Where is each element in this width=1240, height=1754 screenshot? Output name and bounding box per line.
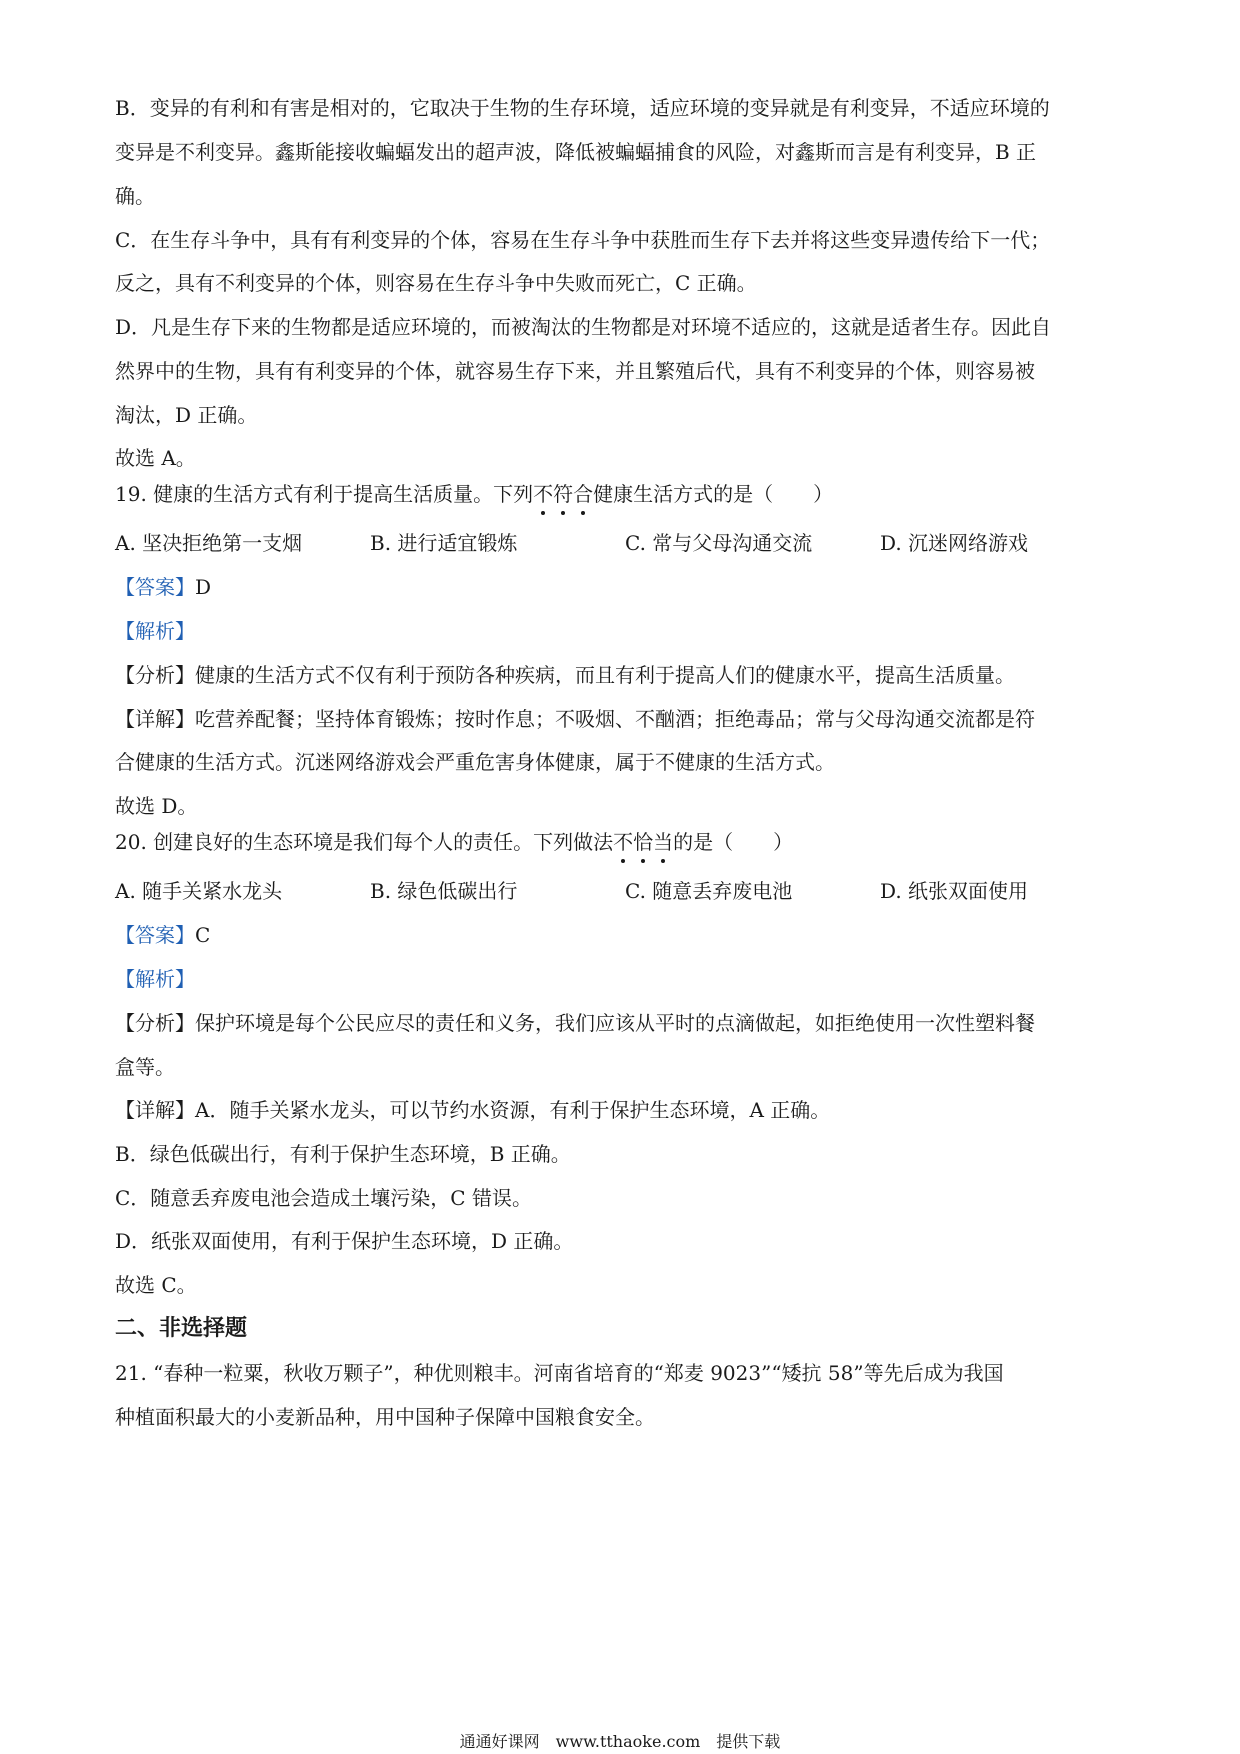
q20-analysis-tag: 【解析】 (115, 967, 195, 991)
answer-value: D (195, 575, 212, 599)
q19-option-a: A. 坚决拒绝第一支烟 (115, 531, 303, 555)
q18-explanation-line: D．凡是生存下来的生物都是适应环境的，而被淘汰的生物都是对环境不适应的，这就是适者生存。因此自 (115, 315, 1052, 339)
xiangjie-text: A．随手关紧水龙头，可以节约水资源，有利于保护生态环境，A 正确。 (195, 1098, 831, 1122)
q18-explanation-line: B．变异的有利和有害是相对的，它取决于生物的生存环境，适应环境的变异就是有利变异，不适应环境的 (115, 96, 1050, 120)
q18-explanation-line: 变异是不利变异。鑫斯能接收蝙蝠发出的超声波，降低被蝙蝠捕食的风险，对鑫斯而言是有利变异，B 正 (115, 140, 1037, 164)
fenxi-text: 保护环境是每个公民应尽的责任和义务，我们应该从平时的点滴做起，如拒绝使用一次性塑料餐 (195, 1011, 1035, 1035)
q19-stem-before: 19. 健康的生活方式有利于提高生活质量。下列 (115, 482, 534, 506)
q18-explanation-line: 淘汰，D 正确。 (115, 403, 258, 427)
q18-conclusion: 故选 A。 (115, 446, 196, 470)
q20-option-a: A. 随手关紧水龙头 (115, 879, 283, 903)
q21-stem-line: 种植面积最大的小麦新品种，用中国种子保障中国粮食安全。 (115, 1405, 655, 1429)
q20-stem (115, 832, 793, 852)
xiangjie-tag: 【详解】 (115, 707, 195, 731)
q20-option-d: D. 纸张双面使用 (880, 879, 1029, 903)
q19-option-c: C. 常与父母沟通交流 (625, 531, 813, 555)
xiangjie-tag: 【详解】 (115, 1098, 195, 1122)
q19-answer (115, 577, 211, 597)
q18-explanation-line: C．在生存斗争中，具有有利变异的个体，容易在生存斗争中获胜而生存下去并将这些变异遗传给下一代； (115, 228, 1051, 252)
answer-value: C (195, 923, 211, 947)
fenxi-tag: 【分析】 (115, 1011, 195, 1035)
q19-option-d: D. 沉迷网络游戏 (880, 531, 1029, 555)
q20-stem-after: 的是（ ） (673, 830, 794, 854)
q20-fenxi-cont: 盒等。 (115, 1055, 175, 1079)
xiangjie-text: 吃营养配餐；坚持体育锻炼；按时作息；不吸烟、不酗酒；拒绝毒品；常与父母沟通交流都是符 (195, 707, 1035, 731)
q19-analysis-tag: 【解析】 (115, 619, 195, 643)
q19-stem-after: 健康生活方式的是（ ） (593, 482, 834, 506)
q18-explanation-line: 确。 (115, 184, 155, 208)
page-footer: 通通好课网 www.tthaoke.com 提供下载 (459, 1732, 781, 1751)
q19-xiangjie (115, 709, 1035, 729)
q18-explanation-line: 然界中的生物，具有有利变异的个体，就容易生存下来，并且繁殖后代，具有不利变异的个体，则容易被 (115, 359, 1035, 383)
q20-xiangjie-line: D．纸张双面使用，有利于保护生态环境，D 正确。 (115, 1229, 574, 1253)
answer-tag: 【答案】 (115, 923, 195, 947)
section-title: 二、非选择题 (115, 1316, 248, 1341)
q20-answer (115, 925, 210, 945)
q19-conclusion: 故选 D。 (115, 794, 198, 818)
fenxi-tag: 【分析】 (115, 663, 195, 687)
q20-conclusion: 故选 C。 (115, 1273, 197, 1297)
q21-stem-line: 21. “春种一粒粟，秋收万颗子”，种优则粮丰。河南省培育的“郑麦 9023”“矮抗 58”等先后成为我国 (115, 1361, 1004, 1385)
q20-option-b: B. 绿色低碳出行 (370, 879, 518, 903)
q19-option-b: B. 进行适宜锻炼 (370, 531, 518, 555)
q19-fenxi (115, 665, 1015, 685)
q19-xiangjie-cont: 合健康的生活方式。沉迷网络游戏会严重危害身体健康，属于不健康的生活方式。 (115, 750, 835, 774)
q20-xiangjie-line: C．随意丢弃废电池会造成土壤污染，C 错误。 (115, 1186, 532, 1210)
emphasis-char: 恰 (633, 830, 654, 854)
emphasis-char: 当 (653, 830, 674, 854)
emphasis-char: 符 (553, 482, 574, 506)
q20-xiangjie-line: B．绿色低碳出行，有利于保护生态环境，B 正确。 (115, 1142, 571, 1166)
q20-fenxi (115, 1013, 1035, 1033)
fenxi-text: 健康的生活方式不仅有利于预防各种疾病，而且有利于提高人们的健康水平，提高生活质量。 (195, 663, 1015, 687)
q18-explanation-line: 反之，具有不利变异的个体，则容易在生存斗争中失败而死亡，C 正确。 (115, 271, 757, 295)
emphasis-char: 不 (533, 482, 554, 506)
q20-stem-before: 20. 创建良好的生态环境是我们每个人的责任。下列做法 (115, 830, 614, 854)
q20-option-c: C. 随意丢弃废电池 (625, 879, 793, 903)
emphasis-char: 不 (613, 830, 634, 854)
answer-tag: 【答案】 (115, 575, 195, 599)
q19-stem (115, 484, 833, 504)
emphasis-char: 合 (573, 482, 594, 506)
q20-xiangjie (115, 1100, 830, 1120)
